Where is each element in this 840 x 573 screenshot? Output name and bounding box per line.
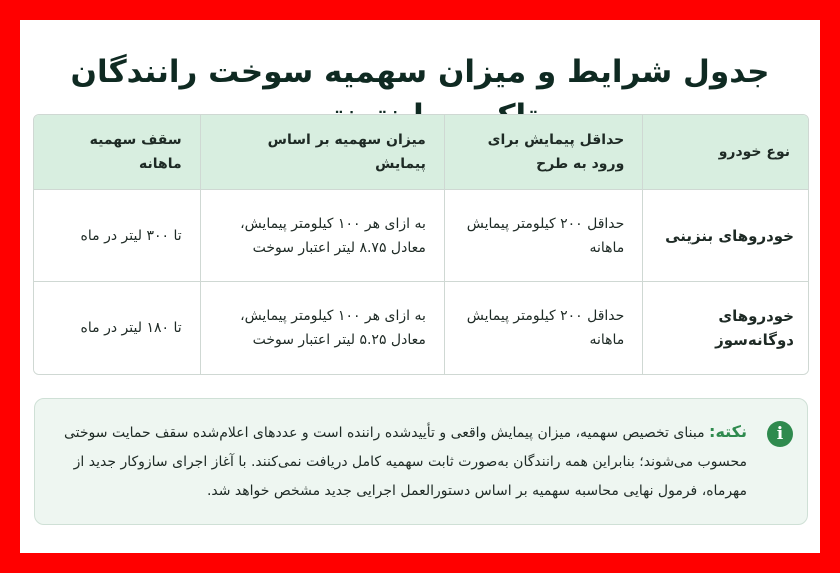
header-monthly-cap: سقف سهمیه ماهانه [34,115,200,190]
monthly-cap-cell: تا ۳۰۰ لیتر در ماه [34,190,200,282]
header-min-mileage: حداقل پیمایش برای ورود به طرح [444,115,642,190]
fuel-quota-table [33,114,809,375]
quota-rate-cell: به ازای هر ۱۰۰ کیلومتر پیمایش، معادل ۸.۷۵ لیتر اعتبار سوخت [200,190,444,282]
vehicle-type-cell: خودروهای دوگانه‌سوز [642,282,808,374]
table-header-row [34,115,808,190]
monthly-cap-cell: تا ۱۸۰ لیتر در ماه [34,282,200,374]
table-row [34,190,808,282]
note-body: مبنای تخصیص سهمیه، میزان پیمایش واقعی و تأییدشده راننده است و عددهای اعلام‌شده سقف حمایت سوختی محسوب می‌شوند؛ بنابراین همه رانندگان به‌صورت ثابت سهمیه کامل دریافت نمی‌کنند. با آغاز اجرای سازوکار جدید از مهرماه، فرمول نهایی محاسبه سهمیه بر اساس دستورالعمل اجرایی جدید مشخص خواهد شد. [63,425,747,499]
note-box [34,398,808,525]
info-icon: i [767,421,793,447]
min-mileage-cell: حداقل ۲۰۰ کیلومتر پیمایش ماهانه [444,190,642,282]
min-mileage-cell: حداقل ۲۰۰ کیلومتر پیمایش ماهانه [444,282,642,374]
note-paragraph [57,417,747,506]
table-row [34,282,808,374]
header-quota-rate: میزان سهمیه بر اساس پیمایش [200,115,444,190]
quota-rate-cell: به ازای هر ۱۰۰ کیلومتر پیمایش، معادل ۵.۲۵ لیتر اعتبار سوخت [200,282,444,374]
vehicle-type-cell: خودروهای بنزینی [642,190,808,282]
note-label: نکته: [709,422,747,441]
content-panel [20,20,820,553]
page-title: جدول شرایط و میزان سهمیه سوخت رانندگان [70,54,770,90]
header-vehicle-type: نوع خودرو [642,115,808,190]
